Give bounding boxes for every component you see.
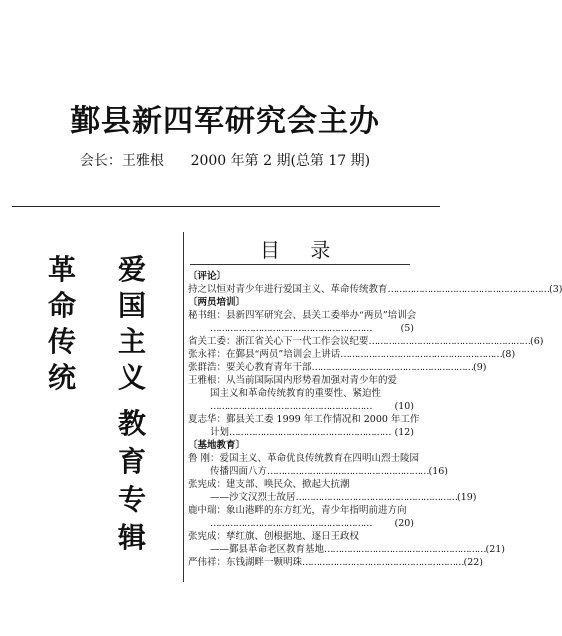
toc-entry-text: 计划 — [210, 427, 230, 438]
toc-entry-text: 鲁 刚：爱国主义、革命优良传统教育在四明山烈士陵园 — [188, 453, 420, 464]
toc-leader-dots — [302, 556, 464, 569]
toc-leader-dots — [324, 543, 486, 556]
toc-page-number: (10) — [394, 401, 414, 412]
toc-entry-text — [188, 517, 210, 530]
toc-entry-text: ——鄞县革命老区教育基地 — [210, 544, 325, 555]
toc-entry — [188, 400, 414, 413]
toc-entry-text: 张宪成：建支部、唤民众、掀起大抗潮 — [188, 479, 350, 490]
toc-page-number: (16) — [428, 466, 449, 477]
toc-entry-text: 严伟祥：东钱湖畔一颗明珠 — [188, 557, 303, 568]
special-char: 传 — [48, 325, 77, 358]
toc-entry — [188, 335, 544, 348]
toc-leader-dots — [369, 335, 531, 348]
toc-section — [188, 296, 414, 309]
column-divider — [183, 232, 184, 582]
toc-entry-text: 张群浩：要关心教育青年干部 — [188, 362, 312, 373]
toc-heading: 目 录 — [260, 238, 343, 262]
toc-entry — [188, 465, 449, 478]
table-of-contents — [188, 270, 562, 569]
toc-page-number: (5) — [400, 323, 414, 334]
toc-entry-text: 王雅根：从当前国际国内形势看加强对青少年的爱 — [188, 375, 398, 386]
toc-entry — [188, 530, 414, 543]
toc-page-number: (8) — [501, 349, 516, 360]
toc-entry — [188, 322, 414, 335]
toc-leader-dots — [296, 491, 458, 504]
header-divider — [12, 206, 440, 207]
page-title: 鄞县新四军研究会主办 — [70, 104, 380, 139]
toc-leader-dots — [229, 426, 394, 439]
toc-entry — [188, 491, 477, 504]
toc-entry-text: 省关工委：浙江省关心下一代工作会议纪要 — [188, 336, 369, 347]
toc-entry-text: 夏志华：鄞县关工委 1999 年工作情况和 2000 年工作 — [188, 414, 420, 425]
special-char: 育 — [118, 445, 147, 478]
special-char: 辑 — [118, 521, 147, 554]
toc-entry — [188, 283, 562, 296]
toc-page-number: (21) — [485, 544, 506, 555]
toc-entry-text: 〔评论〕 — [188, 271, 227, 282]
toc-leader-dots — [267, 465, 429, 478]
toc-entry — [188, 426, 414, 439]
special-char: 爱 — [118, 253, 147, 286]
toc-section — [188, 270, 414, 283]
toc-page-number: (3) — [549, 284, 562, 295]
toc-entry — [188, 556, 484, 569]
toc-entry-text: 鹿中瑞：象山港畔的东方红光，青少年指明前进方向 — [188, 505, 407, 516]
toc-section — [188, 439, 414, 452]
special-char: 主 — [118, 325, 147, 358]
issue-info: 会长：王雅根 2000 年第 2 期(总第 17 期) — [79, 153, 371, 169]
toc-divider — [190, 264, 410, 265]
toc-entry-text: 〔基地教育〕 — [188, 440, 246, 451]
toc-entry — [188, 361, 487, 374]
toc-entry-text: 传播四面八方 — [210, 466, 268, 477]
toc-entry-text: 秘书组：县新四军研究会、县关工委举办“两员”培训会 — [188, 310, 417, 321]
special-char: 国 — [118, 289, 147, 322]
special-char: 统 — [48, 361, 77, 394]
special-char: 专 — [118, 483, 147, 516]
special-char: 义 — [118, 361, 147, 394]
toc-entry-text — [188, 322, 210, 335]
toc-page-number: (20) — [394, 518, 414, 529]
toc-leader-dots — [210, 322, 401, 335]
toc-page-number: (12) — [394, 427, 414, 438]
toc-entry — [188, 543, 506, 556]
toc-leader-dots — [210, 400, 394, 413]
toc-entry-text: 张永祥：在鄞县“两员”培训会上讲话 — [188, 349, 341, 360]
special-char: 命 — [48, 289, 77, 322]
toc-entry-text: 持之以恒对青少年进行爱国主义、革命传统教育 — [188, 284, 388, 295]
toc-leader-dots — [312, 361, 474, 374]
toc-leader-dots — [340, 348, 502, 361]
toc-entry — [188, 478, 414, 491]
toc-entry-text: 〔两员培训〕 — [188, 297, 246, 308]
toc-page-number: (6) — [530, 336, 544, 347]
toc-entry — [188, 309, 417, 322]
toc-entry — [188, 413, 420, 426]
toc-leader-dots — [388, 283, 550, 296]
toc-entry — [188, 374, 414, 387]
toc-entry — [188, 348, 516, 361]
toc-entry-text: ——沙文汉烈士故居 — [210, 492, 296, 503]
special-char: 教 — [118, 407, 147, 440]
toc-entry — [188, 452, 420, 465]
toc-leader-dots — [210, 517, 394, 530]
toc-page-number: (22) — [463, 557, 484, 568]
toc-entry — [188, 387, 414, 400]
toc-entry-text — [188, 400, 210, 413]
special-char: 革 — [48, 253, 77, 286]
toc-page-number: (9) — [473, 362, 487, 373]
toc-entry — [188, 517, 414, 530]
toc-entry-text: 国主义和革命传统教育的重要性、紧迫性 — [210, 388, 382, 399]
toc-entry — [188, 504, 414, 517]
toc-page-number: (19) — [457, 492, 477, 503]
toc-entry-text: 张宪成：孳红旗、创根据地、逐日王政权 — [188, 531, 360, 542]
